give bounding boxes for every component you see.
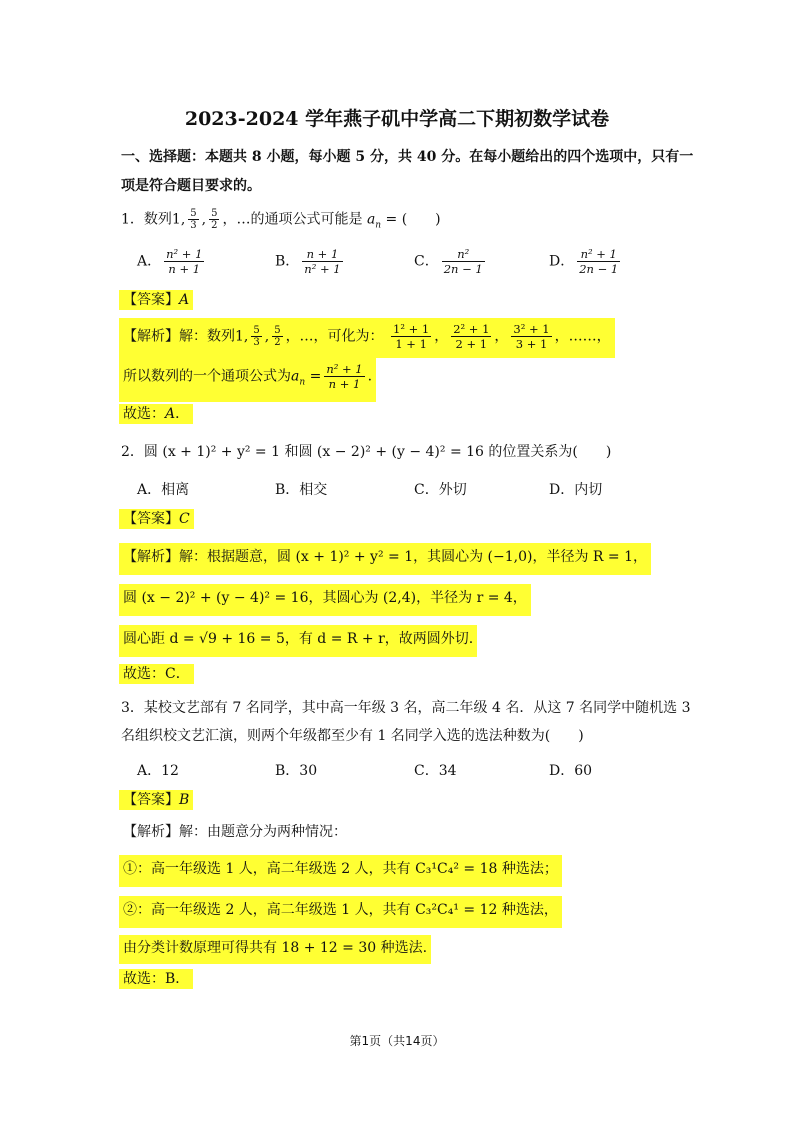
q1-frac-2: $\frac{5}{2}$ bbox=[211, 208, 218, 231]
q2-option-b: B．相交 bbox=[275, 482, 328, 498]
q1-frac-1: $\frac{5}{3}$ bbox=[190, 208, 197, 231]
q2-analysis-line3: 圆心距 d = √9 + 16 = 5，有 d = R + r，故两圆外切. bbox=[119, 625, 477, 657]
q3-stem-line2: 名组织校文艺汇演，则两个年级都至少有 1 名同学入选的选法种数为( ) bbox=[121, 728, 584, 744]
q3-option-d: D．60 bbox=[549, 763, 593, 779]
q3-option-a: A．12 bbox=[137, 763, 179, 779]
q2-analysis-line1: 【解析】解：根据题意，圆 (x + 1)² + y² = 1，其圆心为 (−1,0)，半径为 R = 1， bbox=[119, 543, 651, 575]
q3-analysis-line4: 由分类计数原理可得共有 18 + 12 = 30 种选法. bbox=[119, 935, 431, 964]
q1-option-b: B． $\frac{n + 1}{\text{n² + 1}}$ bbox=[275, 247, 341, 276]
q2-option-d: D．内切 bbox=[549, 482, 603, 498]
q2-option-a: A．相离 bbox=[137, 482, 190, 498]
section-intro-line2: 项是符合题目要求的。 bbox=[121, 178, 261, 194]
q2-answer: 【答案】C bbox=[119, 509, 194, 529]
q2-analysis-line2: 圆 (x − 2)² + (y − 4)² = 16，其圆心为 (2,4)，半径为 r = 4， bbox=[119, 584, 531, 616]
q2-choose: 故选：C． bbox=[119, 664, 194, 684]
q3-analysis-line3: ②：高一年级选 2 人，高二年级选 1 人，共有 C₃²C₄¹ = 12 种选法， bbox=[119, 896, 562, 928]
q1-answer: 【答案】A bbox=[119, 290, 193, 310]
q1-analysis-line2: 所以数列的一个通项公式为$a_n$ = $\frac{\text{n² + 1}}{n + 1}$ . bbox=[119, 358, 376, 402]
section-intro-line1: 一、选择题：本题共 8 小题，每小题 5 分，共 40 分。在每小题给出的四个选项中，只有一 bbox=[121, 149, 694, 165]
page-footer: 第1页（共14页） bbox=[349, 1034, 445, 1048]
q3-answer: 【答案】B bbox=[119, 790, 193, 810]
q1-option-a: A． $\frac{\text{n² + 1}}{n + 1}$ bbox=[137, 247, 203, 276]
q1-stem: 1．数列1, $\frac{5}{3}$ , $\frac{5}{2}$ ，…的通项公式可能是 $a_n$ = ( ) bbox=[121, 208, 441, 231]
q2-option-c: C．外切 bbox=[414, 482, 467, 498]
q3-stem-line1: 3．某校文艺部有 7 名同学，其中高一年级 3 名，高二年级 4 名．从这 7 名同学中随机选 3 bbox=[121, 700, 691, 716]
q1-choose: 故选：A． bbox=[119, 404, 193, 424]
q3-option-b: B．30 bbox=[275, 763, 318, 779]
q3-choose: 故选：B． bbox=[119, 969, 193, 989]
q3-analysis-line1: 【解析】解：由题意分为两种情况： bbox=[123, 824, 347, 840]
q1-option-c: C． $\frac{\text{n²}}{2n - 1}$ bbox=[414, 247, 483, 276]
page-title: 2023-2024 学年燕子矶中学高二下期初数学试卷 bbox=[184, 108, 610, 130]
q3-analysis-line2: ①：高一年级选 1 人，高二年级选 2 人，共有 C₃¹C₄² = 18 种选法； bbox=[119, 855, 562, 887]
q2-stem: 2．圆 (x + 1)² + y² = 1 和圆 (x − 2)² + (y − 4)² = 16 的位置关系为( ) bbox=[121, 444, 612, 460]
q1-analysis-line1: 【解析】解：数列1, $\frac{5}{3}$ , $\frac{5}{2}$ ，…，可化为： $\frac{\text{1² + 1}}{1 + 1}$ ， $\frac{\text{2² + 1}}{2 + 1}$ ， $\frac{\text{3² + 1}}{3 + 1}$ ，……， bbox=[119, 318, 615, 358]
q3-option-c: C．34 bbox=[414, 763, 457, 779]
q1-option-d: D． $\frac{\text{n² + 1}}{2n - 1}$ bbox=[549, 247, 619, 276]
